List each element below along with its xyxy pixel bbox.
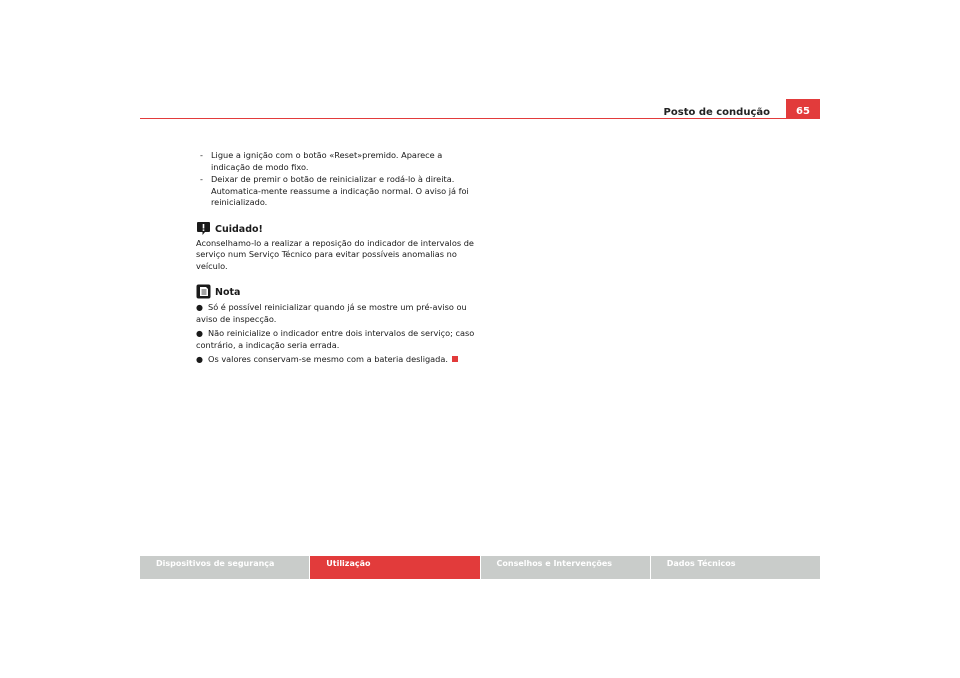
step-text: Deixar de premir o botão de reinicializar e rodá-lo à direita. Automatica-mente reassume a indicação normal. O aviso já foi reinicializado. bbox=[211, 174, 469, 207]
note-bullet-text: Não reinicialize o indicador entre dois intervalos de serviço; caso contrário, a indicação seria errada. bbox=[196, 328, 475, 350]
note-heading bbox=[196, 284, 481, 299]
page-number: 65 bbox=[786, 99, 820, 119]
bullet-dot-icon: ● bbox=[196, 355, 203, 364]
exclamation-icon bbox=[196, 221, 211, 236]
caution-text: Aconselhamo-lo a realizar a reposição do indicador de intervalos de serviço num Serviço Técnico para evitar possíveis anomalias no veículo. bbox=[196, 237, 474, 271]
bullet-dot-icon: ● bbox=[196, 329, 203, 338]
page-header-title: Posto de condução bbox=[663, 107, 770, 118]
note-bullet bbox=[196, 328, 481, 351]
note-bullet-text: Os valores conservam-se mesmo com a bateria desligada. bbox=[208, 354, 448, 364]
note-bullet bbox=[196, 354, 481, 366]
step-marker: - bbox=[200, 174, 203, 184]
header-divider bbox=[140, 118, 820, 119]
end-of-section-icon bbox=[452, 356, 458, 362]
footer-nav bbox=[140, 556, 820, 579]
step-marker: - bbox=[200, 150, 203, 160]
tab-conselhos-e-intervencoes[interactable]: Conselhos e Intervenções bbox=[481, 556, 650, 579]
note-bullet-text: Só é possível reinicializar quando já se mostre um pré-aviso ou aviso de inspecção. bbox=[196, 302, 467, 324]
tab-dispositivos-de-seguranca[interactable]: Dispositivos de segurança bbox=[140, 556, 309, 579]
note-bullet bbox=[196, 302, 481, 325]
tab-dados-tecnicos[interactable]: Dados Técnicos bbox=[651, 556, 820, 579]
caution-title: Cuidado! bbox=[215, 223, 263, 235]
step-text: Ligue a ignição com o botão «Reset»premido. Aparece a indicação de modo fixo. bbox=[211, 150, 443, 172]
note-icon bbox=[196, 284, 211, 299]
caution-heading bbox=[196, 221, 481, 236]
step-item bbox=[196, 150, 481, 173]
main-content bbox=[196, 150, 481, 366]
step-item bbox=[196, 174, 481, 209]
bullet-dot-icon: ● bbox=[196, 303, 203, 312]
tab-utilizacao[interactable]: Utilização bbox=[310, 556, 479, 579]
note-title: Nota bbox=[215, 287, 241, 298]
